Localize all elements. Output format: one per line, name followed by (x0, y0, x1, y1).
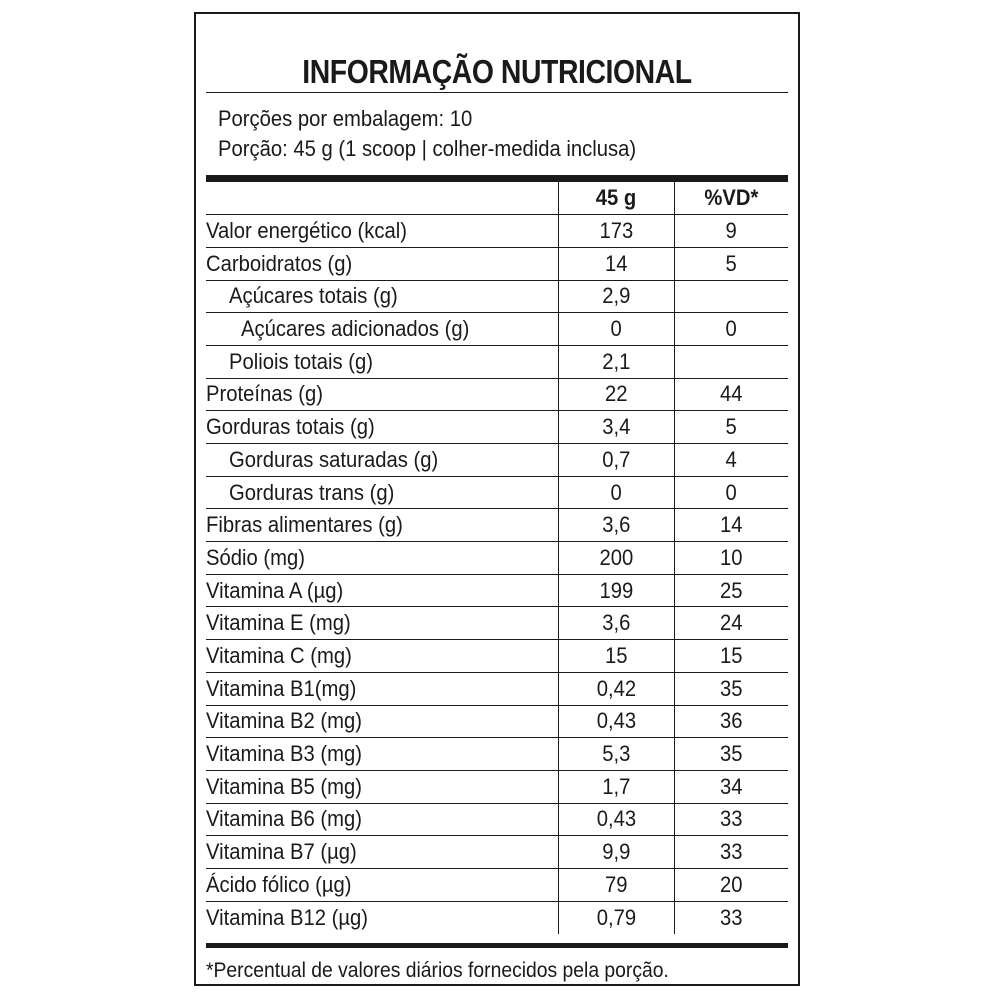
table-row (206, 444, 788, 477)
nutrient-daily-value: 35 (674, 738, 788, 771)
nutrient-amount: 0 (558, 313, 674, 346)
nutrient-amount: 3,6 (558, 509, 674, 542)
table-row (206, 542, 788, 575)
table-row (206, 640, 788, 673)
nutrient-daily-value: 14 (674, 509, 788, 542)
nutrient-amount: 79 (558, 868, 674, 901)
table-row (206, 770, 788, 803)
table-row (206, 738, 788, 771)
table-body (206, 215, 788, 934)
table-row (206, 836, 788, 869)
nutrient-amount: 3,4 (558, 411, 674, 444)
table-row (206, 378, 788, 411)
nutrient-amount: 15 (558, 640, 674, 673)
table-row (206, 476, 788, 509)
nutrient-amount: 1,7 (558, 770, 674, 803)
nutrient-daily-value: 10 (674, 542, 788, 575)
footer-divider (206, 943, 788, 948)
nutrient-daily-value: 15 (674, 640, 788, 673)
nutrient-name: Carboidratos (g) (206, 247, 558, 280)
nutrient-name: Fibras alimentares (g) (206, 509, 558, 542)
nutrient-daily-value: 33 (674, 836, 788, 869)
table-row (206, 607, 788, 640)
nutrient-amount: 0,79 (558, 901, 674, 934)
nutrient-name: Gorduras totais (g) (206, 411, 558, 444)
table-row (206, 509, 788, 542)
nutrient-daily-value: 20 (674, 868, 788, 901)
nutrient-name: Vitamina B7 (µg) (206, 836, 558, 869)
nutrient-daily-value: 24 (674, 607, 788, 640)
nutrient-name: Açúcares totais (g) (206, 280, 558, 313)
nutrient-name: Valor energético (kcal) (206, 215, 558, 248)
nutrient-amount: 0,43 (558, 705, 674, 738)
nutrient-amount: 2,1 (558, 345, 674, 378)
nutrient-daily-value: 0 (674, 313, 788, 346)
table-row (206, 215, 788, 248)
table-row (206, 672, 788, 705)
serving-size: Porção: 45 g (1 scoop | colher-medida inclusa) (218, 136, 637, 161)
nutrient-name: Gorduras saturadas (g) (206, 444, 558, 477)
nutrient-daily-value: 33 (674, 803, 788, 836)
table-row (206, 411, 788, 444)
nutrient-amount: 3,6 (558, 607, 674, 640)
nutrient-daily-value: 0 (674, 476, 788, 509)
nutrient-name: Vitamina B5 (mg) (206, 770, 558, 803)
nutrient-name: Açúcares adicionados (g) (206, 313, 558, 346)
nutrient-name: Poliois totais (g) (206, 345, 558, 378)
table-row (206, 803, 788, 836)
nutrient-amount: 5,3 (558, 738, 674, 771)
nutrition-facts-label (194, 12, 800, 986)
nutrient-daily-value: 5 (674, 247, 788, 280)
column-header-amount: 45 g (558, 182, 674, 215)
table-row (206, 345, 788, 378)
nutrient-daily-value: 44 (674, 378, 788, 411)
table-header-row (206, 182, 788, 215)
nutrient-daily-value: 5 (674, 411, 788, 444)
nutrient-amount: 9,9 (558, 836, 674, 869)
title-divider (206, 92, 788, 93)
nutrient-name: Vitamina B6 (mg) (206, 803, 558, 836)
nutrient-name: Vitamina B2 (mg) (206, 705, 558, 738)
table-row (206, 280, 788, 313)
nutrient-amount: 199 (558, 574, 674, 607)
label-title: INFORMAÇÃO NUTRICIONAL (302, 53, 692, 90)
nutrient-amount: 0,7 (558, 444, 674, 477)
nutrient-daily-value: 35 (674, 672, 788, 705)
nutrient-daily-value: 33 (674, 901, 788, 934)
nutrient-daily-value: 9 (674, 215, 788, 248)
table-row (206, 901, 788, 934)
nutrient-amount: 22 (558, 378, 674, 411)
nutrient-name: Vitamina B12 (µg) (206, 904, 369, 930)
servings-per-package: Porções por embalagem: 10 (218, 106, 473, 131)
nutrient-daily-value: 34 (674, 770, 788, 803)
table-row (206, 247, 788, 280)
column-header-daily-value: %VD* (674, 182, 788, 215)
nutrient-name: Ácido fólico (µg) (206, 868, 558, 901)
table-row (206, 313, 788, 346)
nutrition-table (206, 182, 788, 934)
nutrient-amount: 0,42 (558, 672, 674, 705)
table-row (206, 705, 788, 738)
nutrient-amount: 2,9 (558, 280, 674, 313)
nutrient-amount: 173 (558, 215, 674, 248)
nutrient-daily-value (674, 280, 788, 313)
nutrient-name: Gorduras trans (g) (206, 476, 558, 509)
nutrient-daily-value: 25 (674, 574, 788, 607)
nutrient-name: Vitamina B1(mg) (206, 672, 558, 705)
nutrient-amount: 14 (558, 247, 674, 280)
nutrient-amount: 0,43 (558, 803, 674, 836)
nutrient-name: Sódio (mg) (206, 542, 558, 575)
nutrient-amount: 200 (558, 542, 674, 575)
table-row (206, 574, 788, 607)
header-blank-cell (206, 182, 558, 215)
nutrient-name: Vitamina A (µg) (206, 574, 558, 607)
nutrient-name: Vitamina E (mg) (206, 607, 558, 640)
nutrient-name: Vitamina B3 (mg) (206, 738, 558, 771)
nutrient-daily-value: 36 (674, 705, 788, 738)
footnote: *Percentual de valores diários fornecidos pela porção. (206, 959, 669, 982)
table-row (206, 868, 788, 901)
header-divider (206, 175, 788, 182)
nutrient-name: Proteínas (g) (206, 378, 558, 411)
nutrient-daily-value: 4 (674, 444, 788, 477)
nutrient-daily-value (674, 345, 788, 378)
nutrient-amount: 0 (558, 476, 674, 509)
nutrient-name: Vitamina C (mg) (206, 640, 558, 673)
